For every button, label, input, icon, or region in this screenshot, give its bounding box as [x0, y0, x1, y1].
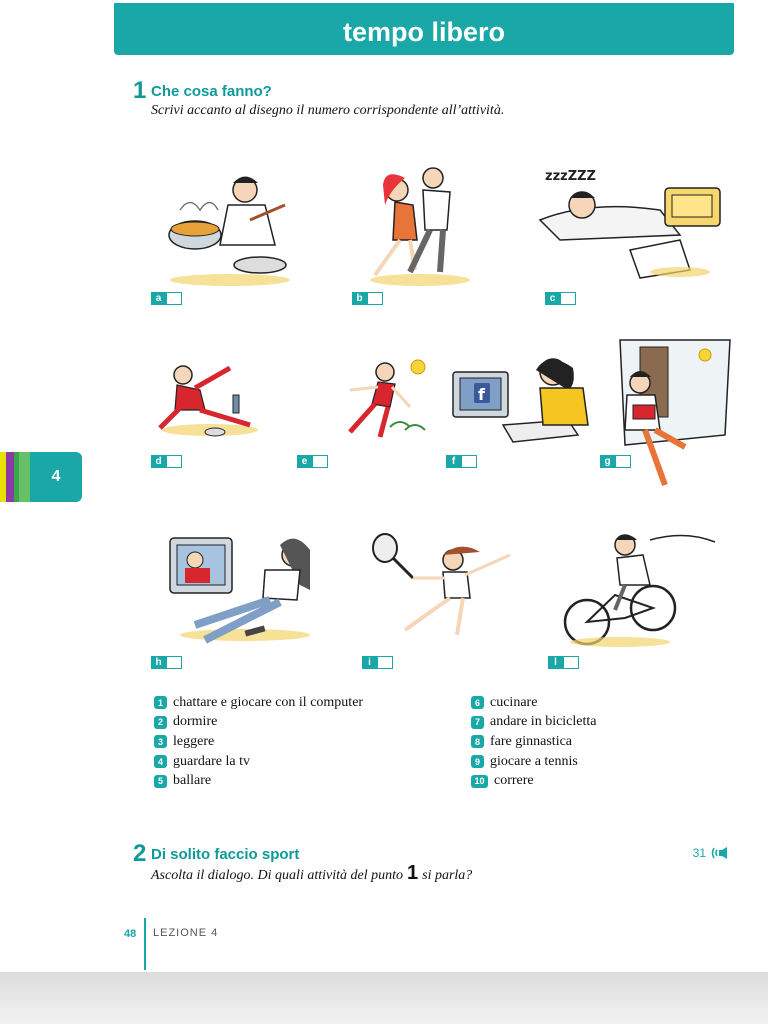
list-item	[471, 752, 597, 772]
answer-box-c[interactable]	[545, 292, 576, 305]
answer-box-i[interactable]	[362, 656, 393, 669]
list-item	[154, 713, 363, 733]
cycling-illustration	[555, 530, 720, 650]
answer-letter: c	[545, 292, 560, 305]
dancing-illustration	[355, 160, 485, 290]
scan-background	[0, 972, 768, 1024]
lesson-label: LEZIONE 4	[153, 927, 219, 939]
footer-divider	[144, 918, 146, 970]
item-number: 8	[471, 735, 484, 748]
list-item	[154, 693, 363, 713]
answer-box-l[interactable]	[548, 656, 579, 669]
computer-illustration	[448, 350, 598, 450]
exercise-1-instruction: Scrivi accanto al disegno il numero corrispondente all’attività.	[151, 103, 505, 118]
answer-box-b[interactable]	[352, 292, 383, 305]
item-number: 1	[154, 696, 167, 709]
page-title: tempo libero	[342, 17, 505, 47]
answer-input[interactable]	[367, 292, 383, 305]
answer-box-h[interactable]	[151, 656, 182, 669]
exercise-1-number: 1	[133, 77, 147, 104]
item-number: 9	[471, 755, 484, 768]
item-text: ballare	[173, 773, 212, 789]
item-number: 2	[154, 716, 167, 729]
answer-input[interactable]	[377, 656, 393, 669]
answer-letter: e	[297, 455, 312, 468]
item-text: correre	[494, 773, 534, 789]
answer-input[interactable]	[615, 455, 631, 468]
audio-speaker-icon[interactable]	[710, 846, 728, 860]
item-text: leggere	[173, 733, 215, 749]
color-stripe	[19, 452, 30, 502]
page-number: 48	[124, 928, 137, 940]
item-text: chattare e giocare con il computer	[173, 694, 364, 710]
list-item	[471, 693, 597, 713]
answer-box-d[interactable]	[151, 455, 182, 468]
list-item	[471, 771, 597, 791]
item-number: 10	[471, 775, 488, 788]
answer-letter: g	[600, 455, 615, 468]
answer-letter: h	[151, 656, 166, 669]
exercise-2-number: 2	[133, 840, 147, 867]
item-number: 4	[154, 755, 167, 768]
watching-tv-illustration	[165, 530, 320, 650]
cooking-illustration	[160, 165, 305, 290]
running-illustration	[330, 352, 435, 452]
answer-letter: l	[548, 656, 563, 669]
exercise-reference-number: 1	[407, 862, 419, 884]
list-item	[154, 771, 363, 791]
answer-input[interactable]	[461, 455, 477, 468]
reading-illustration	[605, 335, 735, 495]
item-text: fare ginnastica	[490, 733, 573, 749]
answer-box-f[interactable]	[446, 455, 477, 468]
track-number: 31	[692, 846, 706, 860]
answer-letter: b	[352, 292, 367, 305]
activities-list-left	[154, 693, 363, 791]
item-number: 3	[154, 735, 167, 748]
list-item	[154, 732, 363, 752]
item-text: guardare la tv	[173, 753, 250, 769]
answer-box-g[interactable]	[600, 455, 631, 468]
answer-box-a[interactable]	[151, 292, 182, 305]
item-text: andare in bicicletta	[490, 714, 597, 730]
answer-letter: d	[151, 455, 166, 468]
answer-input[interactable]	[563, 656, 579, 669]
answer-letter: a	[151, 292, 166, 305]
list-item	[471, 732, 597, 752]
answer-input[interactable]	[166, 656, 182, 669]
list-item	[154, 752, 363, 772]
item-number: 7	[471, 716, 484, 729]
exercise-2-instruction	[151, 862, 472, 885]
list-item	[471, 713, 597, 733]
item-number: 6	[471, 696, 484, 709]
audio-track[interactable]	[693, 846, 728, 860]
color-stripe	[6, 452, 14, 502]
answer-input[interactable]	[166, 292, 182, 305]
answer-input[interactable]	[560, 292, 576, 305]
answer-box-e[interactable]	[297, 455, 328, 468]
tennis-illustration	[365, 530, 520, 645]
header-band	[114, 3, 734, 55]
answer-input[interactable]	[312, 455, 328, 468]
instruction-text: si parla?	[422, 868, 473, 883]
sleeping-illustration	[530, 160, 740, 285]
answer-input[interactable]	[166, 455, 182, 468]
exercising-illustration	[155, 350, 265, 440]
activities-list-right	[471, 693, 597, 791]
exercise-2-title: Di solito faccio sport	[151, 846, 300, 863]
svg-text:f: f	[478, 385, 485, 404]
item-text: giocare a tennis	[490, 753, 578, 769]
exercise-1-title: Che cosa fanno?	[151, 83, 272, 100]
instruction-text: Ascolta il dialogo. Di quali attività del punto	[151, 868, 403, 883]
item-text: dormire	[173, 714, 218, 730]
item-number: 5	[154, 775, 167, 788]
answer-letter: f	[446, 455, 461, 468]
chapter-tab: 4	[30, 452, 82, 502]
item-text: cucinare	[490, 694, 538, 710]
answer-letter: i	[362, 656, 377, 669]
svg-text:zzzZZZ: zzzZZZ	[545, 169, 596, 184]
